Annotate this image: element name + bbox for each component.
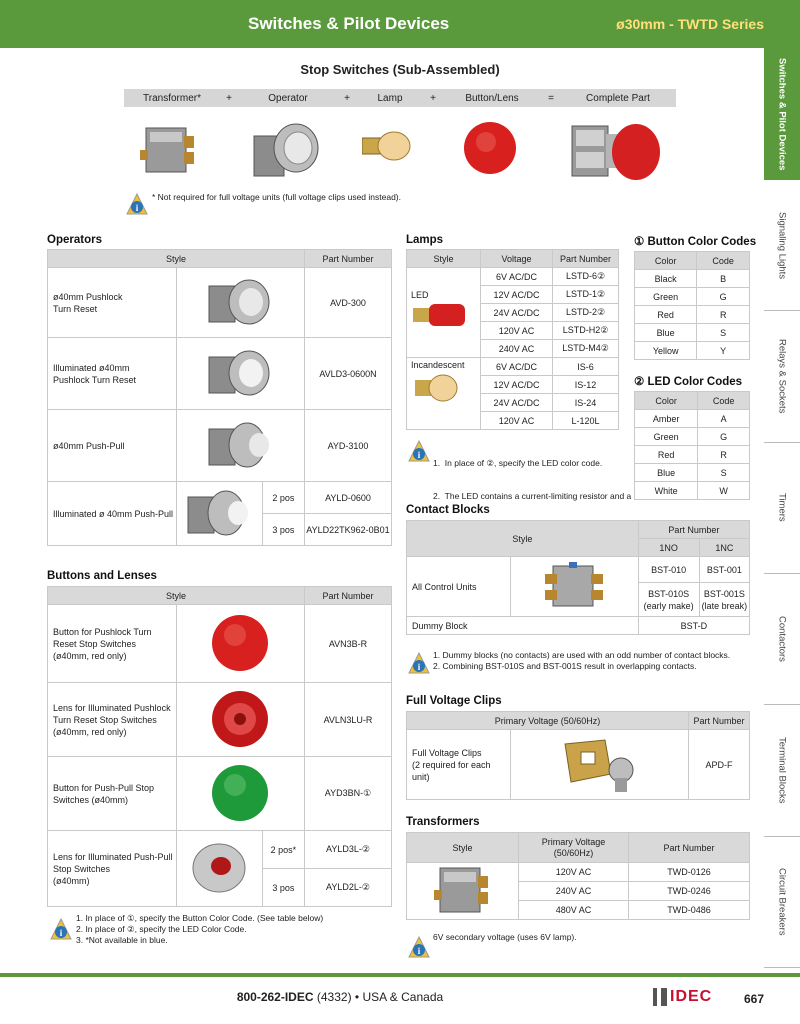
button-lens-image [462,120,518,176]
operator-illum-pushlock-image [205,347,275,399]
incandescent-lamp-image [411,370,463,406]
tab-relays[interactable]: Relays & Sockets [764,311,800,442]
buttons-title: Buttons and Lenses [47,570,157,582]
logo-mark-icon [653,988,667,1006]
complete-part-image [570,118,662,182]
contact-notes: 1. Dummy blocks (no contacts) are used with an odd number of contact blocks. 2. Combining BST-010S and BST-001S result in overlapping contacts. [433,650,731,671]
led-cell: LED [407,268,481,358]
table-row: Illuminated ø 40mm Push-Pull 2 pos AYLD-0600 [48,482,392,514]
table-row: Lens for Illuminated Push-Pull Stop Switches (ø40mm) 2 pos* AYLD3L-② [48,831,392,869]
equals-sign: = [548,92,554,104]
led-lamp-image [411,300,469,330]
voltage-clip-image [555,734,645,794]
lamp-image [362,126,412,166]
assembly-bar [124,89,676,107]
operator-illum-pushpull-image [184,487,254,539]
contact-blocks-title: Contact Blocks [406,504,490,516]
footer-contact: 800-262-IDEC (4332) • USA & Canada [236,990,444,1004]
bar-operator: Operator [268,92,308,104]
lamps-title: Lamps [406,234,444,246]
page-title: Switches & Pilot Devices [248,14,450,33]
plus-sign: + [430,92,436,104]
plus-sign: + [226,92,232,104]
page-number: 667 [744,992,765,1006]
table-row: BST-010S (early make) BST-001S (late break) [407,583,750,617]
svg-text:i: i [135,203,139,213]
button-color-table: Color Code Black B Green G Red R Blue S Yellow Y [634,251,750,360]
info-icon [408,936,430,958]
idec-logo: IDEC [653,986,723,1008]
footer-divider [0,973,800,977]
led-color-table: Color Code Amber A Green G Red R Blue S White W [634,391,750,500]
bar-transformer: Transformer* [143,92,201,104]
table-row: Button for Push-Pull Stop Switches (ø40mm) AYD3BN-① [48,757,392,831]
col-part-number: Part Number [305,250,392,268]
tab-contactors[interactable]: Contactors [764,574,800,705]
table-row: Lens for Illuminated Pushlock Turn Reset Stop Switches (ø40mm, red only) AVLN3LU-R [48,683,392,757]
transformer-secondary-note: 6V secondary voltage (uses 6V lamp). [433,932,577,942]
svg-text:i: i [59,928,63,938]
bar-lamp: Lamp [377,92,403,104]
svg-text:i: i [417,450,421,460]
side-tabs [764,48,800,968]
stop-switches-title: Stop Switches (Sub-Assembled) [300,62,500,77]
tab-signaling-lights[interactable]: Signaling Lights [764,180,800,311]
table-row: Dummy Block BST-D [407,617,750,635]
clips-title: Full Voltage Clips [406,695,502,707]
lamps-table: Style Voltage Part Number LED 6V AC/DC LSTD-6② 12V AC/DC LSTD-1② 24V AC/DC LSTD-2② 120V AC LSTD-H2② 240V AC LSTD-M4② Incandescent 6V AC/DC IS-6 12V AC/DC IS-12 24V AC/DC IS-24 120V AC L-120L [406,249,619,430]
contact-blocks-table: Style Part Number 1NO 1NC All Control Units BST-010 BST-001 BST-010S (early make) BST-001S (late break) Dummy Block BST-D [406,520,750,635]
tab-terminal-blocks[interactable]: Terminal Blocks [764,705,800,836]
button-color-title: ① Button Color Codes [634,236,757,248]
green-button-image [208,761,272,825]
table-row: Button for Pushlock Turn Reset Stop Switches (ø40mm, red only) AVN3B-R [48,605,392,683]
page-header [0,0,800,48]
table-row: 3 pos AYLD2L-② [48,869,392,907]
transformer-image [140,122,198,178]
info-icon [126,193,148,215]
led-color-title: ② LED Color Codes [634,376,743,388]
table-row: All Control Units BST-010 BST-001 [407,557,750,583]
operators-title: Operators [47,234,102,246]
table-row: Illuminated ø40mm Pushlock Turn Reset AVLD3-0600N [48,338,392,410]
operator-pushpull-image [205,419,275,471]
buttons-table [47,586,392,907]
plus-sign: + [344,92,350,104]
col-part-number: Part Number [305,587,392,605]
info-icon [50,918,72,940]
table-row: 3 pos AYLD22TK962-0B01 [48,514,392,546]
buttons-notes: 1. In place of ①, specify the Button Color Code. (See table below) 2. In place of ②, specify the LED Color Code. 3. *Not available in blue. [76,913,324,945]
tab-timers[interactable]: Timers [764,443,800,574]
table-row: Full Voltage Clips (2 required for each unit) APD-F [407,730,750,800]
red-lens-image [208,687,272,751]
svg-text:i: i [417,946,421,956]
bar-complete-part: Complete Part [586,92,650,104]
pushpull-lens-image [189,840,249,896]
col-style: Style [48,587,305,605]
clips-table: Primary Voltage (50/60Hz) Part Number Full Voltage Clips (2 required for each unit) APD-F [406,711,750,800]
incandescent-cell: Incandescent [407,358,481,430]
series-label: ø30mm - TWTD Series [616,16,764,32]
transformers-title: Transformers [406,816,480,828]
table-row: ø40mm Pushlock Turn Reset AVD-300 [48,268,392,338]
lamps-notes: 1. In place of ②, specify the LED color code. 2. The LED contains a current-limiting resistor and a [433,458,632,501]
tab-circuit-breakers[interactable]: Circuit Breakers [764,837,800,968]
tab-switches[interactable]: Switches & Pilot Devices [764,48,800,180]
operators-table [47,249,392,546]
info-icon [408,652,430,674]
red-button-image [208,611,272,675]
col-style: Style [48,250,305,268]
transformers-table: Style Primary Voltage (50/60Hz) Part Number 120V AC TWD-0126 240V AC TWD-0246 480V AC TWD-0486 [406,832,750,920]
svg-text:i: i [417,662,421,672]
contact-block-image [539,562,609,610]
operator-pushlock-image [205,276,275,328]
transformer-note: * Not required for full voltage units (full voltage clips used instead). [152,192,401,202]
bar-button-lens: Button/Lens [465,92,519,104]
info-icon [408,440,430,462]
transformer-table-image [434,864,492,916]
operator-image [252,118,322,180]
table-row: ø40mm Push-Pull AYD-3100 [48,410,392,482]
